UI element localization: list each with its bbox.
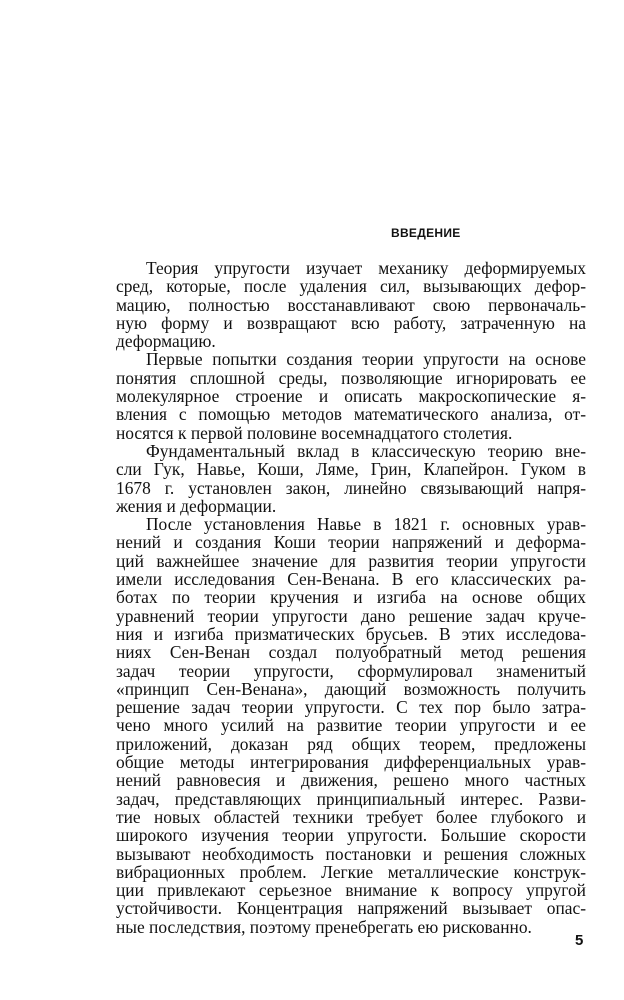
text-line: сли Гук, Навье, Коши, Ляме, Грин, Клапейрон. Гуком в	[116, 459, 586, 480]
text-line: ния и изгиба призматических брусьев. В этих исследова-	[116, 623, 586, 644]
text-line: Теория упругости изучает механику деформируемых	[146, 258, 586, 278]
section-heading: ВВЕДЕНИЕ	[391, 226, 461, 240]
text-line: имели исследования Сен-Венана. В его классических ра-	[116, 569, 586, 590]
text-line: широкого изучения теории упругости. Большие скорости	[116, 825, 586, 846]
text-line: вызывают необходимость постановки и решения сложных	[116, 843, 586, 864]
text-line: нений равновесия и движения, решено много частных	[116, 770, 586, 791]
text-line: сред, которые, после удаления сил, вызывающих дефор-	[116, 276, 586, 297]
text-line: нений и создания Коши теории напряжений и деформа-	[116, 532, 586, 553]
text-line: После установления Навье в 1821 г. основных урав-	[146, 514, 586, 535]
text-line: понятия сплошной среды, позволяющие игнорировать ее	[116, 367, 586, 388]
text-line: приложений, доказан ряд общих теорем, предложены	[116, 733, 586, 754]
paragraph	[116, 350, 586, 441]
text-line: ций важнейшее значение для развития теории упругости	[116, 550, 586, 571]
paragraph	[116, 259, 586, 350]
text-line: ции привлекают серьезное внимание к вопросу упругой	[116, 880, 586, 901]
text-line: задач теории упругости, сформулировал знаменитый	[116, 660, 586, 681]
text-line: деформацию.	[116, 331, 216, 352]
text-line: ную форму и возвращают всю работу, затраченную на	[116, 312, 586, 333]
text-line: чено много усилий на развитие теории упругости и ее	[116, 715, 586, 736]
paragraph	[116, 515, 586, 936]
text-line: устойчивости. Концентрация напряжений вызывает опас-	[116, 898, 586, 919]
text-line: Первые попытки создания теории упругости на основе	[146, 349, 586, 370]
paragraph	[116, 442, 586, 515]
text-line: ные последствия, поэтому пренебрегать ею рискованно.	[116, 916, 532, 937]
text-line: молекулярное строение и описать макроскопические я-	[116, 386, 586, 407]
text-line: Фундаментальный вклад в классическую теорию вне-	[146, 440, 586, 461]
text-line: задач, представляющих принципиальный интерес. Разви-	[116, 788, 586, 809]
text-line: носятся к первой половине восемнадцатого столетия.	[116, 422, 513, 443]
text-line: 1678 г. установлен закон, линейно связывающий напря-	[116, 477, 586, 498]
body-text	[116, 259, 586, 936]
text-line: тие новых областей техники требует более глубокого и	[116, 806, 586, 827]
text-line: жения и деформации.	[116, 495, 277, 516]
text-line: «принцип Сен-Венана», дающий возможность получить	[116, 678, 586, 699]
text-line: общие методы интегрирования дифференциальных урав-	[116, 752, 586, 773]
text-line: ботах по теории кручения и изгиба на основе общих	[116, 587, 586, 608]
text-line: решение задач теории упругости. С тех пор было затра-	[116, 697, 586, 718]
text-line: вления с помощью методов математического анализа, от-	[116, 404, 586, 425]
text-line: ниях Сен-Венан создал полуобратный метод решения	[116, 642, 586, 663]
text-line: вибрационных проблем. Легкие металлические конструк-	[116, 861, 586, 882]
text-line: мацию, полностью восстанавливают свою первоначаль-	[116, 294, 586, 315]
page-number: 5	[575, 932, 584, 949]
text-line: уравнений теории упругости дано решение задач круче-	[116, 605, 586, 626]
